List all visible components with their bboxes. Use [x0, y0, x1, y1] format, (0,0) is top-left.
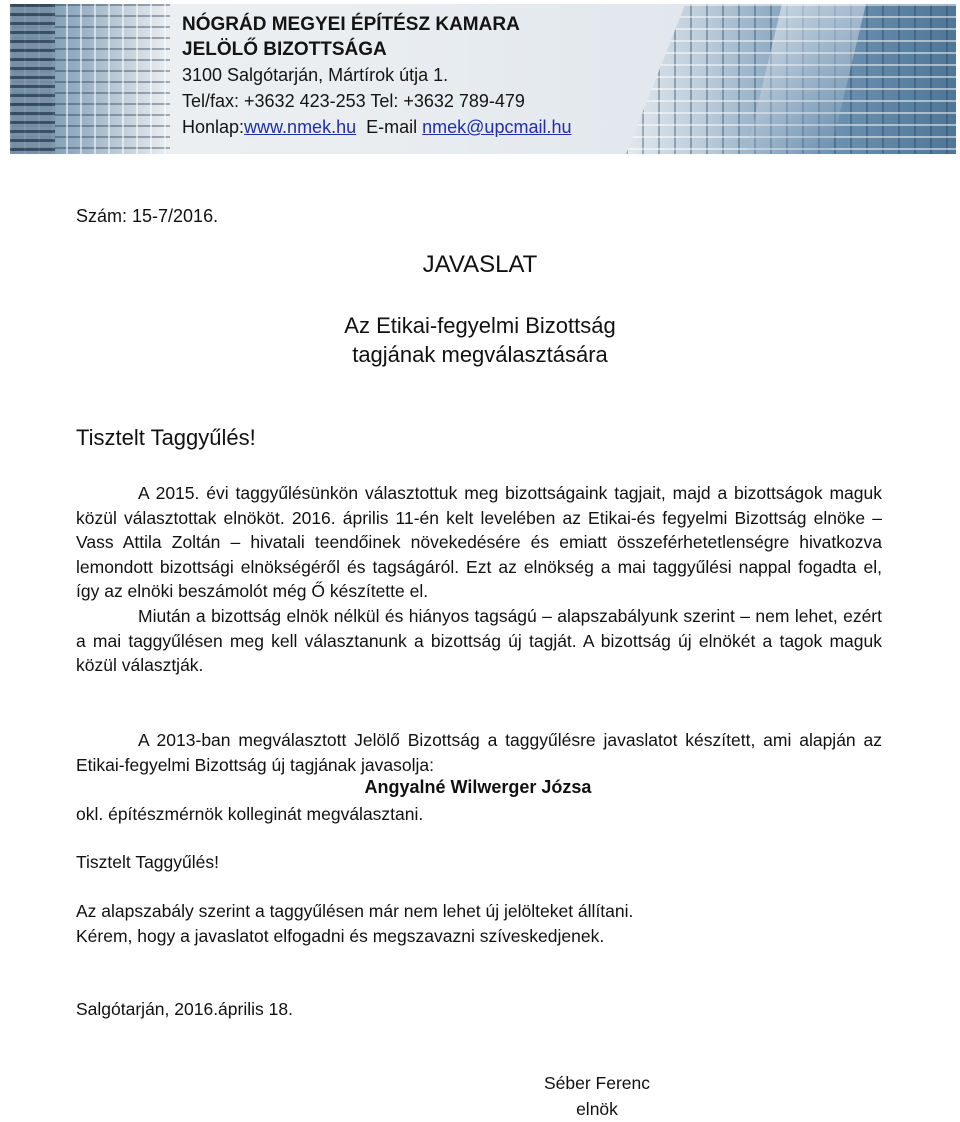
salutation-2: Tisztelt Taggyűlés! — [76, 852, 219, 872]
homepage-link[interactable]: www.nmek.hu — [244, 117, 357, 137]
subtitle-line2: tagjának megválasztására — [352, 342, 608, 367]
nominee-name: Angyalné Wilwerger Józsa — [364, 777, 592, 797]
org-phone: Tel/fax: +3632 423-253 Tel: +3632 789-479 — [182, 91, 525, 111]
document-title: JAVASLAT — [422, 251, 538, 278]
place-date: Salgótarján, 2016.április 18. — [76, 999, 293, 1019]
signature-block — [532, 1070, 662, 1122]
org-contact — [182, 114, 571, 140]
paragraph-3: A 2013-ban megválasztott Jelölő Bizottság a taggyűlésre javaslatot készített, ami alapján az Etikai-fegyelmi Bizottság új tagjának javasolja: — [76, 730, 882, 775]
closing-line2: Kérem, hogy a javaslatot elfogadni és megszavazni szíveskedjenek. — [76, 925, 605, 946]
signer-name: Séber Ferenc — [543, 1073, 651, 1093]
closing-line1: Az alapszabály szerint a taggyűlésen már nem lehet új jelölteket állítani. — [76, 901, 634, 921]
signer-role: elnök — [576, 1099, 618, 1119]
homepage-label: Honlap: — [182, 117, 245, 137]
subtitle-line1: Az Etikai-fegyelmi Bizottság — [344, 313, 616, 338]
body-paragraphs-1 — [76, 481, 882, 678]
org-address: 3100 Salgótarján, Mártírok útja 1. — [182, 65, 449, 85]
building-image-left-edge — [10, 4, 55, 154]
document-subtitle — [0, 311, 960, 369]
document-number: Szám: 15-7/2016. — [76, 206, 219, 226]
email-link[interactable]: nmek@upcmail.hu — [422, 117, 572, 137]
org-name-line1: NÓGRÁD MEGYEI ÉPÍTÉSZ KAMARA — [182, 14, 520, 35]
salutation: Tisztelt Taggyűlés! — [76, 425, 256, 450]
closing-text — [76, 899, 882, 948]
paragraph-2: Miután a bizottság elnök nélkül és hiányos tagságú – alapszabályunk szerint – nem lehet, ezért a mai taggyűlésen meg kell választanunk a bizottság új tagját. A bizottság új elnökét a tagok maguk közül választják. — [76, 605, 882, 676]
letterhead-text — [182, 12, 571, 140]
nominee-title: okl. építészmérnök kolleginát megválasztani. — [76, 804, 424, 824]
email-label: E-mail — [366, 117, 418, 137]
org-name-line2: JELÖLŐ BIZOTTSÁGA — [182, 39, 387, 60]
paragraph-1: A 2015. évi taggyűlésünkön választottuk meg bizottságaink tagjait, majd a bizottságok maguk közül választottak elnököt. 2016. április 11-én kelt levelében az Etikai-és fegyelmi Bizottság elnöke – Vass Attila Zoltán – hivatali teendőinek növekedésére és emiatt összeférhetetlenségre hivatkozva lemondott bizottsági elnökségéről és tagságáról. Ezt az elnökség a mai taggyűlési nappal fogadta el, így az elnöki beszámolót még Ő készítette el. — [76, 483, 882, 602]
